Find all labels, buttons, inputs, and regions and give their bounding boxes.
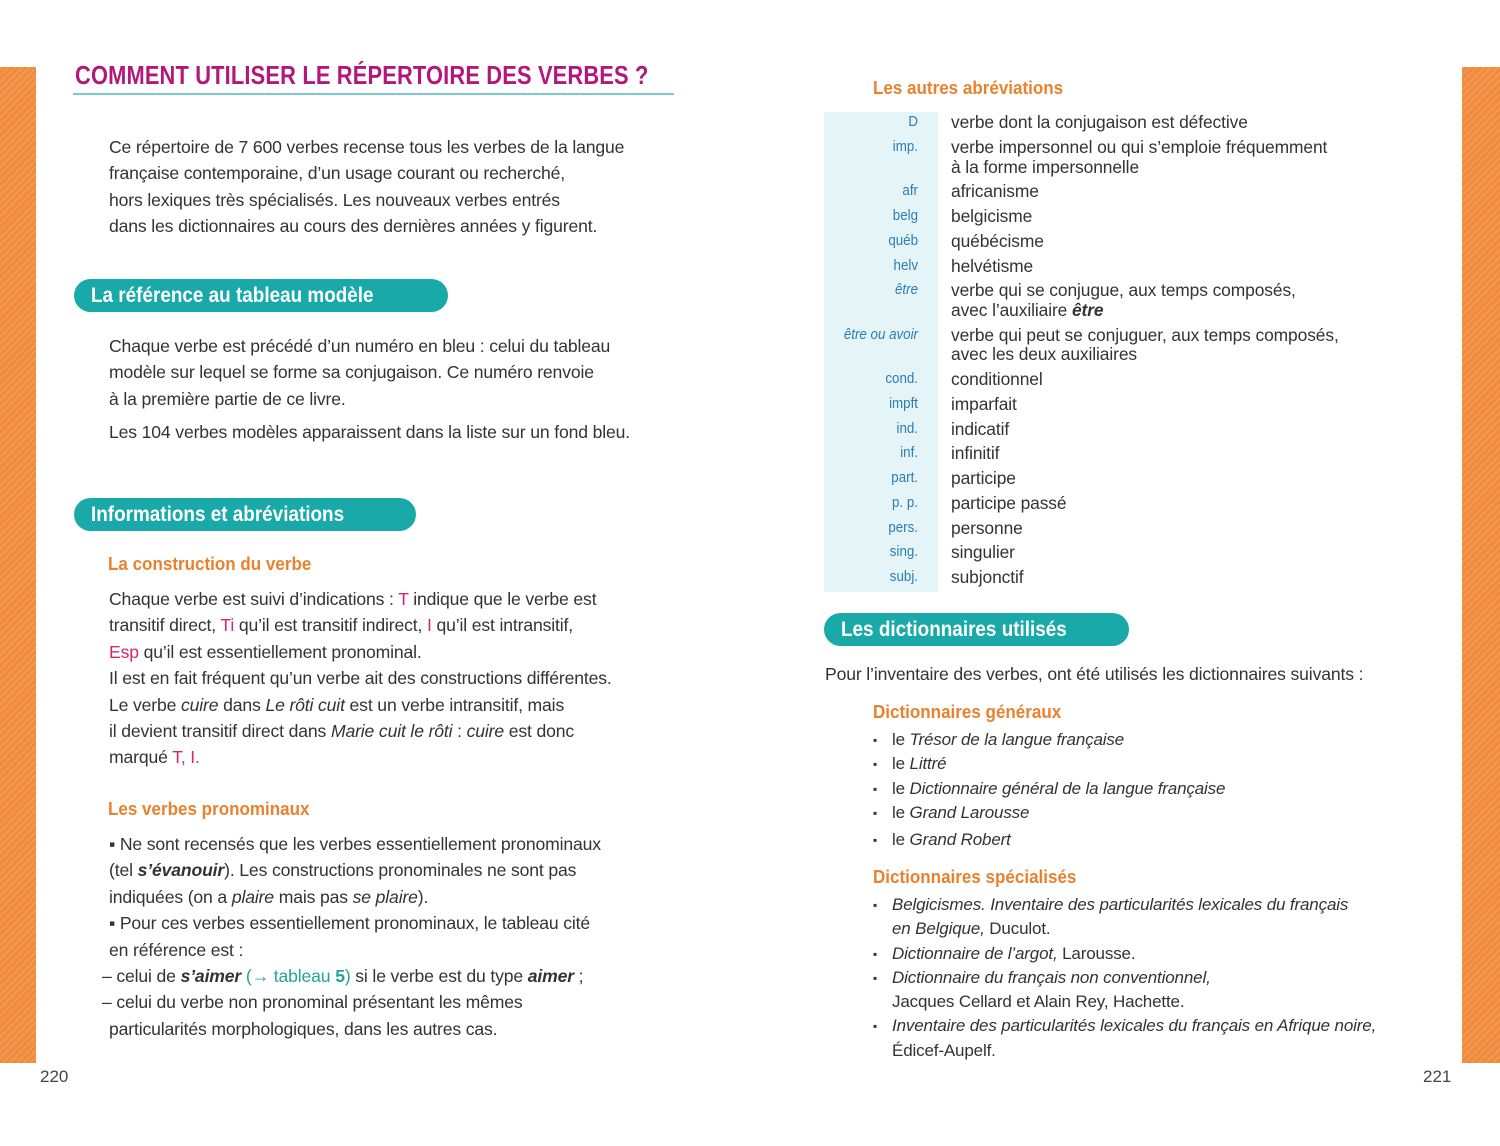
construction-marker: T, I. [172,747,200,768]
dictionary-list-item [873,966,1376,1015]
text-line [109,1016,601,1042]
text-run: personne [951,517,1023,538]
text-run: Dictionnaire de l’argot, [892,943,1058,963]
abbreviation-row [824,392,1384,417]
table-reference-link: (→ tableau [241,966,336,987]
text-line [892,1039,1376,1063]
text-line [109,187,624,213]
dictionary-list-item [873,893,1376,942]
text-line [892,966,1376,990]
abbreviation-row [824,323,1384,367]
abbreviation-key: subj. [889,569,918,586]
page-number-left: 220 [40,1067,69,1086]
text-run: en Belgique, [892,919,985,939]
specialized-dictionaries-heading: Dictionnaires spécialisés [873,866,1077,887]
dictionaries-intro: Pour l’inventaire des verbes, ont été utilisés les dictionnaires suivants : [825,664,1364,684]
abbreviations-heading: Les autres abréviations [873,77,1064,98]
text-run: ). [417,886,429,907]
right-edge-tab [1462,67,1500,1063]
text-run: indique que le verbe est [408,589,597,609]
text-run: si le verbe est du type [350,966,528,987]
abbreviation-row [824,180,1384,205]
text-run: se plaire [352,886,418,907]
text-line [109,419,630,445]
abbreviation-row [824,417,1384,442]
abbreviation-definition [951,519,1023,539]
abbreviation-row [824,111,1384,136]
dictionary-list-item [873,801,1225,825]
section-pill-info [74,498,416,531]
text-line [892,728,1225,752]
bullet-icon: ▪ [873,781,878,796]
text-run: il devient transitif direct dans [109,721,331,742]
text-line [892,917,1376,941]
text-run: particularités morphologiques, dans les autres cas. [109,1018,498,1039]
text-run: ). Les constructions pronominales ne sont pas [224,860,577,881]
abbreviation-key: p. p. [892,494,918,511]
bullet-icon: ▪ [873,833,878,848]
bullet-icon: ▪ [873,805,878,820]
text-run: Chaque verbe est suivi d’indications : [109,589,399,609]
abbreviation-definition [951,395,1017,415]
text-run: ; [573,966,584,987]
text-run: avec les deux auxiliaires [951,344,1137,365]
construction-marker: T [398,589,409,609]
abbreviation-definition [951,182,1039,202]
construction-marker: I [426,615,432,636]
text-run: imparfait [951,393,1017,414]
abbreviation-row [824,135,1384,179]
construction-marker: Ti [220,615,235,636]
text-line [892,1014,1376,1038]
bullet-icon: ▪ [873,733,878,747]
pronominal-paragraph [102,831,601,1042]
text-line [109,639,612,665]
text-run: qu’il est intransitif, [431,615,573,636]
text-line [102,989,601,1015]
text-run: en référence est : [109,939,244,960]
text-run: participe passé [951,492,1067,513]
bullet-icon: ▪ [873,757,878,772]
text-line [109,857,601,883]
section-pill-reference [74,279,448,312]
abbreviation-row [824,254,1384,279]
text-run: s’aimer [180,966,242,987]
bullet-icon: ▪ [873,1019,878,1034]
text-run: qu’il est transitif indirect, [234,615,427,636]
abbreviation-key: helv [893,257,918,274]
text-line [109,586,612,612]
text-run: être [1071,299,1104,320]
dictionary-list-item [873,942,1376,966]
text-line [892,893,1376,917]
abbreviation-key: cond. [885,370,918,387]
text-line [109,134,624,160]
abbreviation-key: être [895,282,918,299]
abbreviation-row [824,204,1384,229]
text-line [109,612,612,638]
text-run: Grand Robert [909,830,1011,850]
text-run: Marie cuit le rôti [330,721,453,742]
text-run: française contemporaine, d’un usage courant ou recherché, [109,163,566,184]
text-run: verbe impersonnel ou qui s’emploie fréquemment [951,137,1328,158]
text-run: Les 104 verbes modèles apparaissent dans la liste sur un fond bleu. [109,422,631,442]
specialized-dictionaries-list [873,893,1376,1063]
text-line [109,718,612,744]
table-reference-link: ) [344,966,351,987]
text-run: indicatif [951,418,1010,439]
dictionary-list-item [873,752,1225,776]
abbreviation-definition [951,568,1023,588]
text-run: marqué [109,747,173,768]
abbreviation-key: sing. [889,544,918,561]
text-run: Dictionnaire général de la langue française [909,778,1226,798]
text-run: Littré [909,754,947,774]
abbreviation-key [832,326,918,365]
text-line [109,937,601,963]
text-run: s’évanouir [137,860,225,881]
abbreviation-row [824,566,1384,591]
text-line [892,801,1225,825]
bullet-icon: ▪ [873,946,878,961]
page-number-right: 221 [1423,1067,1452,1086]
text-run: Ce répertoire de 7 600 verbes recense tous les verbes de la langue [109,137,625,157]
text-run: helvétisme [951,255,1034,276]
text-run: Grand Larousse [909,802,1030,822]
text-run: le [892,754,910,774]
title-underline [73,93,674,95]
reference-paragraph-2 [109,419,630,445]
text-run: avec l’auxiliaire [951,299,1072,320]
text-run: – celui du verbe non pronominal présentant les mêmes [102,992,523,1013]
abbreviation-definition [951,543,1015,563]
abbreviation-definition [951,326,1339,365]
left-edge-tab [0,67,36,1063]
section-label: Les dictionnaires utilisés [841,618,1067,641]
intro-paragraph [109,134,624,240]
text-run: ▪ Pour ces verbes essentiellement pronominaux, le tableau cité [109,913,591,934]
text-run: le [892,830,910,850]
abbreviation-definition [951,370,1043,390]
text-line [109,831,601,857]
abbreviation-row [824,466,1384,491]
text-run: verbe dont la conjugaison est défective [951,112,1248,133]
text-run: cuire [466,721,505,742]
text-run: africanisme [951,181,1039,202]
text-run: singulier [951,542,1015,563]
text-run: est un verbe intransitif, mais [344,694,565,715]
text-run: ▪ Ne sont recensés que les verbes essentiellement pronominaux [109,834,601,854]
general-dictionaries-heading: Dictionnaires généraux [873,701,1062,722]
text-run: le [892,778,910,798]
text-line [892,990,1376,1014]
abbreviation-key: québ [888,232,918,249]
abbreviation-definition [951,494,1066,514]
text-run: modèle sur lequel se forme sa conjugaison. Ce numéro renvoie [109,362,594,383]
text-line [109,692,612,718]
abbreviation-row [824,442,1384,467]
text-run: verbe qui peut se conjuguer, aux temps composés, [951,324,1339,345]
text-run: : [452,721,467,742]
abbreviation-definition [951,281,1296,320]
text-run: transitif direct, [109,615,221,636]
text-run: Le verbe [109,694,182,715]
section-label: Informations et abréviations [91,503,345,526]
bullet-icon: ▪ [873,898,878,912]
text-line [109,744,612,770]
text-run: hors lexiques très spécialisés. Les nouveaux verbes entrés [109,189,560,210]
abbreviation-row [824,229,1384,254]
pronominal-heading: Les verbes pronominaux [108,798,310,819]
text-run: Inventaire des particularités lexicales du français en Afrique noire, [892,1016,1377,1036]
text-run: québécisme [951,230,1044,251]
text-run: dans les dictionnaires au cours des dernières années y figurent. [109,216,598,237]
abbreviation-key: impft [889,395,918,412]
text-line [102,963,601,989]
text-run: Chaque verbe est précédé d’un numéro en bleu : celui du tableau [109,336,611,356]
text-run: Jacques Cellard et Alain Rey, Hachette. [892,992,1185,1012]
section-label: La référence au tableau modèle [91,284,374,307]
text-run: conditionnel [951,368,1043,389]
text-run: Il est en fait fréquent qu’un verbe ait des constructions différentes. [109,668,612,689]
abbreviation-key: ind. [896,420,918,437]
text-run: le [892,802,910,822]
abbreviation-key-text: être ou avoir [843,326,918,343]
dictionary-list-item [873,828,1225,852]
text-run: à la première partie de ce livre. [109,388,346,409]
text-run: Trésor de la langue française [909,730,1125,749]
abbreviation-key: inf. [900,445,918,462]
dictionary-list-item [873,728,1225,752]
table-reference-link: 5 [335,966,345,987]
construction-heading: La construction du verbe [108,553,312,574]
abbreviation-definition [951,257,1033,277]
page-title: COMMENT UTILISER LE RÉPERTOIRE DES VERBES ? [75,60,649,90]
abbreviation-definition [951,232,1044,252]
text-line [892,752,1225,776]
text-run: qu’il est essentiellement pronominal. [138,641,422,662]
text-run: – celui de [102,966,181,987]
text-line [892,828,1225,852]
abbreviation-definition [951,207,1032,227]
abbreviation-row [824,541,1384,566]
construction-paragraph [109,586,612,771]
text-run: Le rôti cuit [265,694,345,715]
construction-marker: Esp [109,641,139,662]
abbreviations-table [824,111,1384,591]
text-line [109,213,624,239]
abbreviation-key: imp. [892,139,918,156]
abbreviation-row [824,491,1384,516]
abbreviation-key: D [908,114,918,131]
text-run: indiquées (on a [109,886,232,907]
abbreviation-row [824,367,1384,392]
text-run: mais pas [273,886,353,907]
text-run: Duculot. [984,919,1051,939]
text-run: verbe qui se conjugue, aux temps composés, [951,280,1296,301]
text-line [109,884,601,910]
abbreviation-definition [951,444,999,464]
text-run: le [892,730,910,749]
section-pill-dictionaries [824,613,1129,646]
abbreviation-key: belg [892,208,918,225]
text-run: subjonctif [951,567,1024,588]
text-line [892,777,1225,801]
text-line [109,160,624,186]
text-run: Édicef-Aupelf. [892,1040,996,1060]
text-run: à la forme impersonnelle [951,156,1140,177]
text-run: infinitif [951,443,1000,464]
text-run: belgicisme [951,206,1033,227]
text-line [109,386,610,412]
abbreviation-definition [951,113,1248,133]
abbreviation-definition [951,420,1009,440]
abbreviation-row [824,516,1384,541]
text-run: cuire [181,694,219,715]
abbreviation-definition [951,469,1016,489]
text-run: Larousse. [1057,943,1136,963]
text-line [109,910,601,936]
text-run: est donc [504,721,575,742]
general-dictionaries-list [873,728,1225,852]
text-run: aimer [527,966,574,987]
text-run: Dictionnaire du français non conventionnel, [892,967,1211,987]
text-line [109,665,612,691]
abbreviation-definition [951,138,1327,177]
text-line [892,942,1376,966]
reference-paragraph [109,333,610,412]
abbreviation-key: pers. [888,519,918,536]
dictionary-list-item [873,777,1225,801]
abbreviation-key: afr [902,183,918,200]
text-run: (tel [109,860,138,881]
text-line [109,359,610,385]
abbreviation-key: part. [891,470,918,487]
text-run: participe [951,468,1016,489]
text-run: Belgicismes. Inventaire des particularités lexicales du français [892,895,1349,914]
abbreviation-row [824,279,1384,323]
bullet-icon: ▪ [873,970,878,985]
text-run: plaire [231,886,274,907]
dictionary-list-item [873,1014,1376,1063]
text-run: dans [218,694,266,715]
text-line [109,333,610,359]
